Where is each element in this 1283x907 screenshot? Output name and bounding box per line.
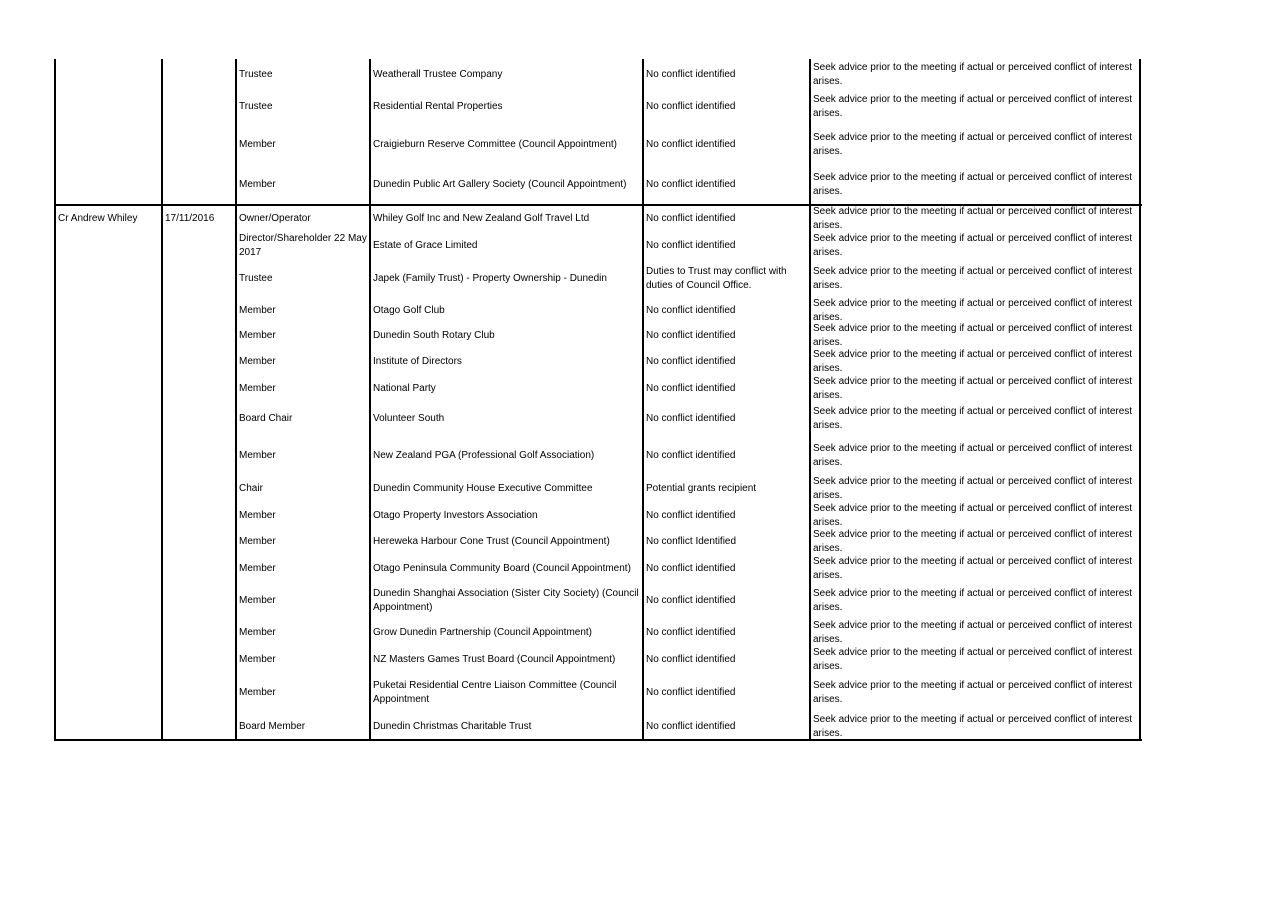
role-cell (239, 375, 368, 403)
organisation-cell-text: Otago Property Investors Association (373, 509, 538, 521)
conflict-cell-text: No conflict identified (646, 212, 736, 224)
role-cell-text: Member (239, 304, 276, 316)
role-cell-text: Chair (239, 483, 263, 494)
conflict-cell (646, 713, 808, 740)
role-cell (239, 529, 368, 555)
action-cell-text: Seek advice prior to the meeting if actual or perceived conflict of interest arises. (813, 713, 1133, 739)
action-cell-text: Seek advice prior to the meeting if actual or perceived conflict of interest arises. (813, 205, 1133, 231)
action-cell-text: Seek advice prior to the meeting if actual or perceived conflict of interest arises. (813, 680, 1133, 705)
action-cell-text: Seek advice prior to the meeting if actual or perceived conflict of interest arises. (813, 323, 1133, 348)
role-cell (239, 502, 368, 529)
role-cell (239, 259, 368, 298)
conflict-cell-text: No conflict identified (646, 68, 736, 80)
action-cell-text: Seek advice prior to the meeting if actual or perceived conflict of interest arises. (813, 476, 1133, 501)
organisation-cell-text: NZ Masters Games Trust Board (Council Appointment) (373, 653, 616, 665)
declaration-date-text: 17/11/2016 (165, 212, 215, 224)
conflict-cell (646, 232, 808, 259)
role-cell-text: Member (239, 536, 276, 547)
declaration-date (165, 205, 234, 232)
action-cell (813, 555, 1138, 582)
action-cell-text: Seek advice prior to the meeting if actual or perceived conflict of interest arises. (813, 442, 1133, 468)
action-cell-text: Seek advice prior to the meeting if actual or perceived conflict of interest arises. (813, 406, 1133, 431)
action-cell-text: Seek advice prior to the meeting if actual or perceived conflict of interest arises. (813, 646, 1133, 672)
organisation-cell-text: Puketai Residential Centre Liaison Committee (Council Appointment (373, 680, 617, 705)
organisation-cell-text: Residential Rental Properties (373, 101, 503, 112)
role-cell (239, 403, 368, 435)
conflict-cell (646, 529, 808, 555)
action-cell (813, 529, 1138, 555)
action-cell (813, 90, 1138, 124)
role-cell (239, 646, 368, 673)
conflict-cell-text: No conflict identified (646, 627, 736, 638)
conflict-cell (646, 673, 808, 713)
organisation-cell-text: Dunedin Community House Executive Committee (373, 483, 593, 494)
role-cell (239, 620, 368, 646)
action-cell (813, 673, 1138, 713)
action-cell (813, 298, 1138, 323)
role-cell (239, 59, 368, 90)
action-cell (813, 620, 1138, 646)
conflict-cell-text: No conflict identified (646, 179, 736, 190)
conflict-cell (646, 582, 808, 620)
organisation-cell-text: Grow Dunedin Partnership (Council Appointment) (373, 627, 592, 638)
role-cell-text: Member (239, 330, 276, 341)
conflict-cell-text: No conflict identified (646, 509, 736, 521)
role-cell (239, 323, 368, 349)
action-cell (813, 403, 1138, 435)
conflict-cell (646, 124, 808, 165)
conflict-cell (646, 205, 808, 232)
organisation-cell-text: Japek (Family Trust) - Property Ownership - Dunedin (373, 272, 607, 284)
action-cell (813, 232, 1138, 259)
role-cell-text: Trustee (239, 272, 273, 284)
conflict-cell-text: No conflict identified (646, 413, 736, 424)
organisation-cell (373, 713, 641, 740)
organisation-cell-text: Dunedin Public Art Gallery Society (Council Appointment) (373, 179, 627, 190)
role-cell-text: Member (239, 562, 276, 574)
role-cell-text: Trustee (239, 101, 273, 112)
role-cell (239, 298, 368, 323)
role-cell-text: Member (239, 356, 276, 367)
organisation-cell-text: Institute of Directors (373, 356, 462, 367)
conflict-cell (646, 476, 808, 502)
role-cell-text: Member (239, 383, 276, 394)
role-cell (239, 165, 368, 205)
organisation-cell (373, 555, 641, 582)
role-cell-text: Member (239, 627, 276, 638)
action-cell-text: Seek advice prior to the meeting if actual or perceived conflict of interest arises. (813, 555, 1133, 581)
role-cell (239, 90, 368, 124)
conflict-cell (646, 646, 808, 673)
action-cell (813, 259, 1138, 298)
organisation-cell (373, 165, 641, 205)
conflict-cell-text: No conflict identified (646, 356, 736, 367)
organisation-cell (373, 476, 641, 502)
action-cell-text: Seek advice prior to the meeting if actual or perceived conflict of interest arises. (813, 232, 1133, 258)
role-cell (239, 713, 368, 740)
conflict-cell-text: No conflict identified (646, 239, 736, 251)
organisation-cell (373, 59, 641, 90)
role-cell-text: Board Chair (239, 413, 293, 424)
conflict-cell-text: No conflict Identified (646, 536, 737, 547)
role-cell-text: Member (239, 138, 276, 150)
action-cell (813, 646, 1138, 673)
role-cell-text: Member (239, 509, 276, 521)
organisation-cell-text: Dunedin Shanghai Association (Sister City Society) (Council Appointment) (373, 588, 639, 613)
conflict-cell (646, 502, 808, 529)
action-cell (813, 165, 1138, 205)
organisation-cell-text: Volunteer South (373, 413, 445, 424)
organisation-cell (373, 403, 641, 435)
conflict-cell-text: No conflict identified (646, 101, 736, 112)
action-cell (813, 502, 1138, 529)
action-cell-text: Seek advice prior to the meeting if actual or perceived conflict of interest arises. (813, 131, 1133, 157)
column-border (809, 59, 811, 741)
action-cell-text: Seek advice prior to the meeting if actual or perceived conflict of interest arises. (813, 502, 1133, 528)
action-cell (813, 582, 1138, 620)
conflict-cell (646, 298, 808, 323)
role-cell (239, 124, 368, 165)
conflict-cell (646, 435, 808, 476)
action-cell-text: Seek advice prior to the meeting if actual or perceived conflict of interest arises. (813, 298, 1133, 323)
action-cell-text: Seek advice prior to the meeting if actual or perceived conflict of interest arises. (813, 620, 1133, 645)
column-border (642, 59, 644, 741)
organisation-cell (373, 646, 641, 673)
conflict-cell-text: No conflict identified (646, 562, 736, 574)
conflict-cell (646, 259, 808, 298)
action-cell-text: Seek advice prior to the meeting if actual or perceived conflict of interest arises. (813, 376, 1133, 401)
conflict-cell-text: No conflict identified (646, 383, 736, 394)
action-cell-text: Seek advice prior to the meeting if actual or perceived conflict of interest arises. (813, 265, 1133, 291)
action-cell (813, 476, 1138, 502)
role-cell (239, 582, 368, 620)
organisation-cell (373, 90, 641, 124)
action-cell (813, 205, 1138, 232)
role-cell (239, 205, 368, 232)
role-cell (239, 555, 368, 582)
action-cell-text: Seek advice prior to the meeting if actual or perceived conflict of interest arises. (813, 94, 1133, 119)
organisation-cell-text: National Party (373, 383, 436, 394)
role-cell-text: Member (239, 653, 276, 665)
conflict-cell (646, 323, 808, 349)
action-cell-text: Seek advice prior to the meeting if actual or perceived conflict of interest arises. (813, 588, 1133, 613)
organisation-cell (373, 298, 641, 323)
organisation-cell (373, 205, 641, 232)
organisation-cell-text: Estate of Grace Limited (373, 239, 478, 251)
conflict-cell (646, 403, 808, 435)
organisation-cell (373, 502, 641, 529)
column-border (1139, 59, 1141, 741)
conflict-cell-text: No conflict identified (646, 595, 736, 606)
role-cell-text: Director/Shareholder 22 May 2017 (239, 232, 367, 258)
organisation-cell (373, 323, 641, 349)
councillor-name-text: Cr Andrew Whiley (58, 212, 138, 224)
role-cell (239, 476, 368, 502)
conflict-cell-text: No conflict identified (646, 687, 736, 698)
column-border (161, 59, 163, 741)
action-cell-text: Seek advice prior to the meeting if actual or perceived conflict of interest arises. (813, 172, 1133, 197)
role-cell-text: Member (239, 179, 276, 190)
role-cell-text: Owner/Operator (239, 212, 311, 224)
conflict-cell-text: No conflict identified (646, 449, 736, 461)
conflict-cell-text: Potential grants recipient (646, 483, 757, 494)
conflict-cell (646, 165, 808, 205)
column-border (369, 59, 371, 741)
action-cell (813, 349, 1138, 375)
conflict-cell (646, 620, 808, 646)
action-cell-text: Seek advice prior to the meeting if actual or perceived conflict of interest arises. (813, 349, 1133, 374)
organisation-cell (373, 620, 641, 646)
action-cell (813, 375, 1138, 403)
conflict-cell (646, 349, 808, 375)
organisation-cell (373, 673, 641, 713)
organisation-cell (373, 124, 641, 165)
organisation-cell-text: New Zealand PGA (Professional Golf Association) (373, 449, 595, 461)
conflict-cell (646, 555, 808, 582)
conflict-cell-text: No conflict identified (646, 330, 736, 341)
organisation-cell-text: Dunedin South Rotary Club (373, 330, 495, 341)
conflict-cell-text: No conflict identified (646, 304, 736, 316)
role-cell-text: Member (239, 449, 276, 461)
organisation-cell-text: Weatherall Trustee Company (373, 68, 503, 80)
conflict-cell-text: Duties to Trust may conflict with duties of Council Office. (646, 265, 787, 291)
organisation-cell-text: Otago Golf Club (373, 304, 445, 316)
role-cell (239, 435, 368, 476)
organisation-cell (373, 232, 641, 259)
organisation-cell (373, 259, 641, 298)
role-cell-text: Member (239, 687, 276, 698)
action-cell-text: Seek advice prior to the meeting if actual or perceived conflict of interest arises. (813, 61, 1133, 87)
organisation-cell-text: Hereweka Harbour Cone Trust (Council Appointment) (373, 536, 610, 547)
action-cell (813, 435, 1138, 476)
action-cell (813, 59, 1138, 90)
role-cell (239, 349, 368, 375)
column-border (235, 59, 237, 741)
organisation-cell-text: Otago Peninsula Community Board (Council Appointment) (373, 562, 631, 574)
organisation-cell-text: Whiley Golf Inc and New Zealand Golf Travel Ltd (373, 212, 590, 224)
conflict-cell (646, 90, 808, 124)
role-cell-text: Member (239, 595, 276, 606)
organisation-cell-text: Dunedin Christmas Charitable Trust (373, 720, 532, 732)
conflict-cell-text: No conflict identified (646, 720, 736, 732)
role-cell-text: Trustee (239, 68, 273, 80)
organisation-cell (373, 349, 641, 375)
role-cell (239, 673, 368, 713)
action-cell-text: Seek advice prior to the meeting if actual or perceived conflict of interest arises. (813, 529, 1133, 554)
organisation-cell-text: Craigieburn Reserve Committee (Council Appointment) (373, 138, 617, 150)
role-cell-text: Board Member (239, 720, 306, 732)
column-border (54, 59, 56, 741)
action-cell (813, 323, 1138, 349)
organisation-cell (373, 375, 641, 403)
organisation-cell (373, 435, 641, 476)
role-cell (239, 232, 368, 259)
conflict-cell-text: No conflict identified (646, 138, 736, 150)
conflict-cell (646, 375, 808, 403)
councillor-name (58, 205, 160, 232)
conflict-cell-text: No conflict identified (646, 653, 736, 665)
action-cell (813, 713, 1138, 740)
organisation-cell (373, 529, 641, 555)
organisation-cell (373, 582, 641, 620)
conflict-cell (646, 59, 808, 90)
action-cell (813, 124, 1138, 165)
